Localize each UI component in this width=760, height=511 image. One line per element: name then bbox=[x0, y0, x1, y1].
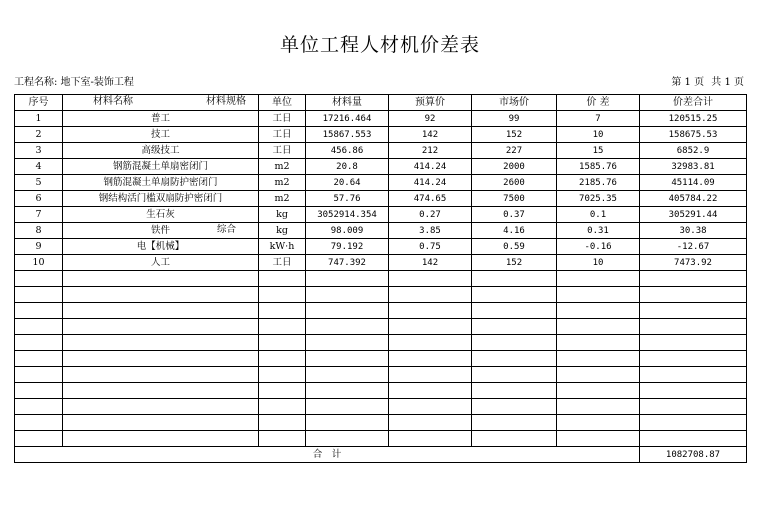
empty-cell bbox=[15, 303, 63, 319]
row-budget: 0.75 bbox=[389, 239, 472, 255]
empty-cell bbox=[640, 351, 747, 367]
row-name bbox=[63, 127, 259, 143]
row-seq: 10 bbox=[15, 255, 63, 271]
empty-row bbox=[15, 415, 747, 431]
row-market: 2600 bbox=[472, 175, 557, 191]
empty-cell bbox=[557, 351, 640, 367]
row-name bbox=[63, 159, 259, 175]
row-diff: 10 bbox=[557, 127, 640, 143]
empty-cell bbox=[15, 271, 63, 287]
empty-cell bbox=[63, 383, 259, 399]
empty-cell bbox=[306, 399, 389, 415]
row-unit: 工日 bbox=[259, 127, 306, 143]
empty-cell bbox=[259, 351, 306, 367]
row-name-text: 人工 bbox=[150, 256, 170, 268]
empty-cell bbox=[472, 367, 557, 383]
row-seq: 6 bbox=[15, 191, 63, 207]
row-name bbox=[63, 111, 259, 127]
empty-cell bbox=[640, 287, 747, 303]
row-name bbox=[63, 191, 259, 207]
empty-cell bbox=[557, 367, 640, 383]
empty-cell bbox=[640, 431, 747, 447]
row-diff: 0.31 bbox=[557, 223, 640, 239]
header-budget: 预算价 bbox=[389, 95, 472, 111]
empty-cell bbox=[472, 383, 557, 399]
page-number: 第 1 页 bbox=[671, 77, 705, 88]
table-row bbox=[15, 207, 747, 223]
empty-cell bbox=[389, 431, 472, 447]
row-diff-total: 405784.22 bbox=[640, 191, 747, 207]
row-unit: m2 bbox=[259, 159, 306, 175]
empty-cell bbox=[306, 431, 389, 447]
empty-row bbox=[15, 335, 747, 351]
empty-cell bbox=[557, 335, 640, 351]
empty-cell bbox=[63, 367, 259, 383]
empty-cell bbox=[306, 367, 389, 383]
empty-cell bbox=[389, 383, 472, 399]
total-row bbox=[15, 447, 747, 463]
empty-row bbox=[15, 319, 747, 335]
empty-row bbox=[15, 303, 747, 319]
empty-cell bbox=[557, 399, 640, 415]
empty-cell bbox=[63, 431, 259, 447]
row-unit: kW·h bbox=[259, 239, 306, 255]
header-unit: 单位 bbox=[259, 95, 306, 111]
row-seq: 5 bbox=[15, 175, 63, 191]
empty-cell bbox=[259, 415, 306, 431]
row-budget: 142 bbox=[389, 255, 472, 271]
page-total: 共 1 页 bbox=[711, 77, 744, 88]
empty-cell bbox=[557, 383, 640, 399]
row-diff-total: 6852.9 bbox=[640, 143, 747, 159]
empty-row bbox=[15, 431, 747, 447]
empty-cell bbox=[15, 399, 63, 415]
empty-cell bbox=[557, 415, 640, 431]
empty-cell bbox=[259, 383, 306, 399]
row-spec: 综合 bbox=[216, 224, 236, 235]
row-diff-total: 32983.81 bbox=[640, 159, 747, 175]
empty-cell bbox=[259, 303, 306, 319]
row-diff-total: 30.38 bbox=[640, 223, 747, 239]
header-diff-total: 价差合计 bbox=[640, 95, 747, 111]
empty-cell bbox=[306, 383, 389, 399]
row-market: 2000 bbox=[472, 159, 557, 175]
page-info bbox=[667, 73, 744, 88]
table-header-row bbox=[15, 95, 747, 111]
table-row bbox=[15, 239, 747, 255]
empty-cell bbox=[557, 271, 640, 287]
row-qty: 20.8 bbox=[306, 159, 389, 175]
empty-cell bbox=[389, 271, 472, 287]
header-name: 材料名称 bbox=[93, 96, 133, 107]
empty-row bbox=[15, 271, 747, 287]
row-budget: 212 bbox=[389, 143, 472, 159]
row-unit: 工日 bbox=[259, 111, 306, 127]
row-qty: 15867.553 bbox=[306, 127, 389, 143]
row-diff-total: -12.67 bbox=[640, 239, 747, 255]
row-qty: 17216.464 bbox=[306, 111, 389, 127]
row-name-text: 普工 bbox=[150, 112, 170, 124]
row-qty: 456.86 bbox=[306, 143, 389, 159]
row-name bbox=[63, 255, 259, 271]
empty-cell bbox=[640, 399, 747, 415]
header-market: 市场价 bbox=[472, 95, 557, 111]
row-name-text: 技工 bbox=[150, 128, 170, 140]
row-market: 227 bbox=[472, 143, 557, 159]
row-budget: 414.24 bbox=[389, 159, 472, 175]
row-name bbox=[63, 143, 259, 159]
header-qty: 材料量 bbox=[306, 95, 389, 111]
empty-cell bbox=[389, 351, 472, 367]
row-qty: 20.64 bbox=[306, 175, 389, 191]
empty-cell bbox=[63, 303, 259, 319]
row-qty: 3052914.354 bbox=[306, 207, 389, 223]
empty-cell bbox=[306, 271, 389, 287]
table-row bbox=[15, 127, 747, 143]
empty-cell bbox=[472, 287, 557, 303]
empty-cell bbox=[472, 303, 557, 319]
row-seq: 2 bbox=[15, 127, 63, 143]
empty-cell bbox=[306, 335, 389, 351]
empty-cell bbox=[389, 319, 472, 335]
table-body bbox=[15, 111, 747, 447]
row-unit: kg bbox=[259, 207, 306, 223]
total-label: 合 计 bbox=[15, 447, 640, 463]
table-row bbox=[15, 255, 747, 271]
row-name-text: 钢筋混凝土单扇密闭门 bbox=[112, 160, 208, 172]
row-budget: 92 bbox=[389, 111, 472, 127]
empty-cell bbox=[306, 351, 389, 367]
empty-cell bbox=[472, 399, 557, 415]
empty-cell bbox=[640, 303, 747, 319]
row-diff: 7025.35 bbox=[557, 191, 640, 207]
row-name-text: 铁件 bbox=[150, 224, 170, 236]
empty-cell bbox=[15, 351, 63, 367]
empty-cell bbox=[640, 319, 747, 335]
empty-cell bbox=[15, 431, 63, 447]
empty-cell bbox=[389, 367, 472, 383]
row-diff-total: 120515.25 bbox=[640, 111, 747, 127]
empty-cell bbox=[15, 335, 63, 351]
row-diff: 15 bbox=[557, 143, 640, 159]
table-row bbox=[15, 159, 747, 175]
report-title: 单位工程人材机价差表 bbox=[279, 34, 480, 56]
empty-cell bbox=[389, 415, 472, 431]
row-market: 99 bbox=[472, 111, 557, 127]
empty-cell bbox=[63, 319, 259, 335]
empty-cell bbox=[15, 415, 63, 431]
row-name-text: 生石灰 bbox=[146, 208, 175, 220]
row-unit: 工日 bbox=[259, 255, 306, 271]
row-seq: 8 bbox=[15, 223, 63, 239]
empty-cell bbox=[15, 287, 63, 303]
row-budget: 142 bbox=[389, 127, 472, 143]
row-diff-total: 45114.09 bbox=[640, 175, 747, 191]
row-unit: kg bbox=[259, 223, 306, 239]
row-diff: 10 bbox=[557, 255, 640, 271]
empty-cell bbox=[63, 271, 259, 287]
row-diff-total: 7473.92 bbox=[640, 255, 747, 271]
empty-cell bbox=[15, 383, 63, 399]
price-difference-table bbox=[14, 94, 747, 463]
row-market: 152 bbox=[472, 127, 557, 143]
row-unit: m2 bbox=[259, 191, 306, 207]
empty-cell bbox=[259, 287, 306, 303]
empty-cell bbox=[63, 351, 259, 367]
empty-cell bbox=[259, 399, 306, 415]
empty-cell bbox=[640, 271, 747, 287]
table-row bbox=[15, 175, 747, 191]
row-market: 152 bbox=[472, 255, 557, 271]
empty-row bbox=[15, 367, 747, 383]
empty-cell bbox=[389, 335, 472, 351]
row-qty: 57.76 bbox=[306, 191, 389, 207]
empty-cell bbox=[389, 287, 472, 303]
row-diff-total: 305291.44 bbox=[640, 207, 747, 223]
row-budget: 3.85 bbox=[389, 223, 472, 239]
table-row bbox=[15, 223, 747, 239]
row-diff-total: 158675.53 bbox=[640, 127, 747, 143]
total-value: 1082708.87 bbox=[640, 447, 747, 463]
empty-cell bbox=[259, 367, 306, 383]
row-qty: 79.192 bbox=[306, 239, 389, 255]
empty-cell bbox=[640, 415, 747, 431]
empty-cell bbox=[306, 303, 389, 319]
table-row bbox=[15, 111, 747, 127]
header-name-spec bbox=[63, 95, 259, 111]
empty-cell bbox=[389, 399, 472, 415]
empty-row bbox=[15, 399, 747, 415]
empty-cell bbox=[63, 287, 259, 303]
header-seq: 序号 bbox=[15, 95, 63, 111]
empty-cell bbox=[15, 319, 63, 335]
row-market: 7500 bbox=[472, 191, 557, 207]
empty-cell bbox=[472, 351, 557, 367]
empty-cell bbox=[640, 383, 747, 399]
empty-cell bbox=[472, 319, 557, 335]
row-name bbox=[63, 175, 259, 191]
empty-cell bbox=[557, 287, 640, 303]
row-seq: 4 bbox=[15, 159, 63, 175]
empty-cell bbox=[259, 431, 306, 447]
row-qty: 747.392 bbox=[306, 255, 389, 271]
empty-cell bbox=[472, 415, 557, 431]
row-name-text: 钢结构活门槛双扇防护密闭门 bbox=[98, 192, 223, 204]
empty-cell bbox=[15, 367, 63, 383]
empty-cell bbox=[259, 335, 306, 351]
empty-cell bbox=[389, 303, 472, 319]
row-diff: 2185.76 bbox=[557, 175, 640, 191]
row-seq: 1 bbox=[15, 111, 63, 127]
empty-cell bbox=[472, 431, 557, 447]
row-market: 0.59 bbox=[472, 239, 557, 255]
row-name bbox=[63, 223, 259, 239]
empty-row bbox=[15, 287, 747, 303]
row-name-text: 电【机械】 bbox=[136, 240, 185, 252]
row-budget: 474.65 bbox=[389, 191, 472, 207]
table-row bbox=[15, 191, 747, 207]
empty-cell bbox=[63, 399, 259, 415]
row-unit: m2 bbox=[259, 175, 306, 191]
header-diff: 价 差 bbox=[557, 95, 640, 111]
empty-cell bbox=[259, 319, 306, 335]
row-name bbox=[63, 207, 259, 223]
empty-cell bbox=[557, 319, 640, 335]
row-diff: 7 bbox=[557, 111, 640, 127]
row-qty: 98.009 bbox=[306, 223, 389, 239]
empty-cell bbox=[306, 319, 389, 335]
row-market: 4.16 bbox=[472, 223, 557, 239]
row-name bbox=[63, 239, 259, 255]
row-name-text: 高级技工 bbox=[141, 144, 180, 156]
row-market: 0.37 bbox=[472, 207, 557, 223]
empty-cell bbox=[557, 431, 640, 447]
row-diff: -0.16 bbox=[557, 239, 640, 255]
header-spec: 材料规格 bbox=[206, 96, 246, 107]
table-row bbox=[15, 143, 747, 159]
empty-cell bbox=[306, 415, 389, 431]
row-budget: 0.27 bbox=[389, 207, 472, 223]
row-seq: 3 bbox=[15, 143, 63, 159]
empty-cell bbox=[306, 287, 389, 303]
empty-cell bbox=[472, 335, 557, 351]
row-name-text: 钢筋混凝土单扇防护密闭门 bbox=[103, 176, 218, 188]
row-budget: 414.24 bbox=[389, 175, 472, 191]
empty-cell bbox=[557, 303, 640, 319]
row-seq: 9 bbox=[15, 239, 63, 255]
empty-cell bbox=[640, 367, 747, 383]
empty-cell bbox=[63, 415, 259, 431]
empty-cell bbox=[259, 271, 306, 287]
row-diff: 0.1 bbox=[557, 207, 640, 223]
empty-cell bbox=[63, 335, 259, 351]
empty-cell bbox=[640, 335, 747, 351]
row-seq: 7 bbox=[15, 207, 63, 223]
row-diff: 1585.76 bbox=[557, 159, 640, 175]
project-name: 工程名称: 地下室-装饰工程 bbox=[14, 77, 134, 88]
empty-row bbox=[15, 351, 747, 367]
empty-row bbox=[15, 383, 747, 399]
row-unit: 工日 bbox=[259, 143, 306, 159]
empty-cell bbox=[472, 271, 557, 287]
